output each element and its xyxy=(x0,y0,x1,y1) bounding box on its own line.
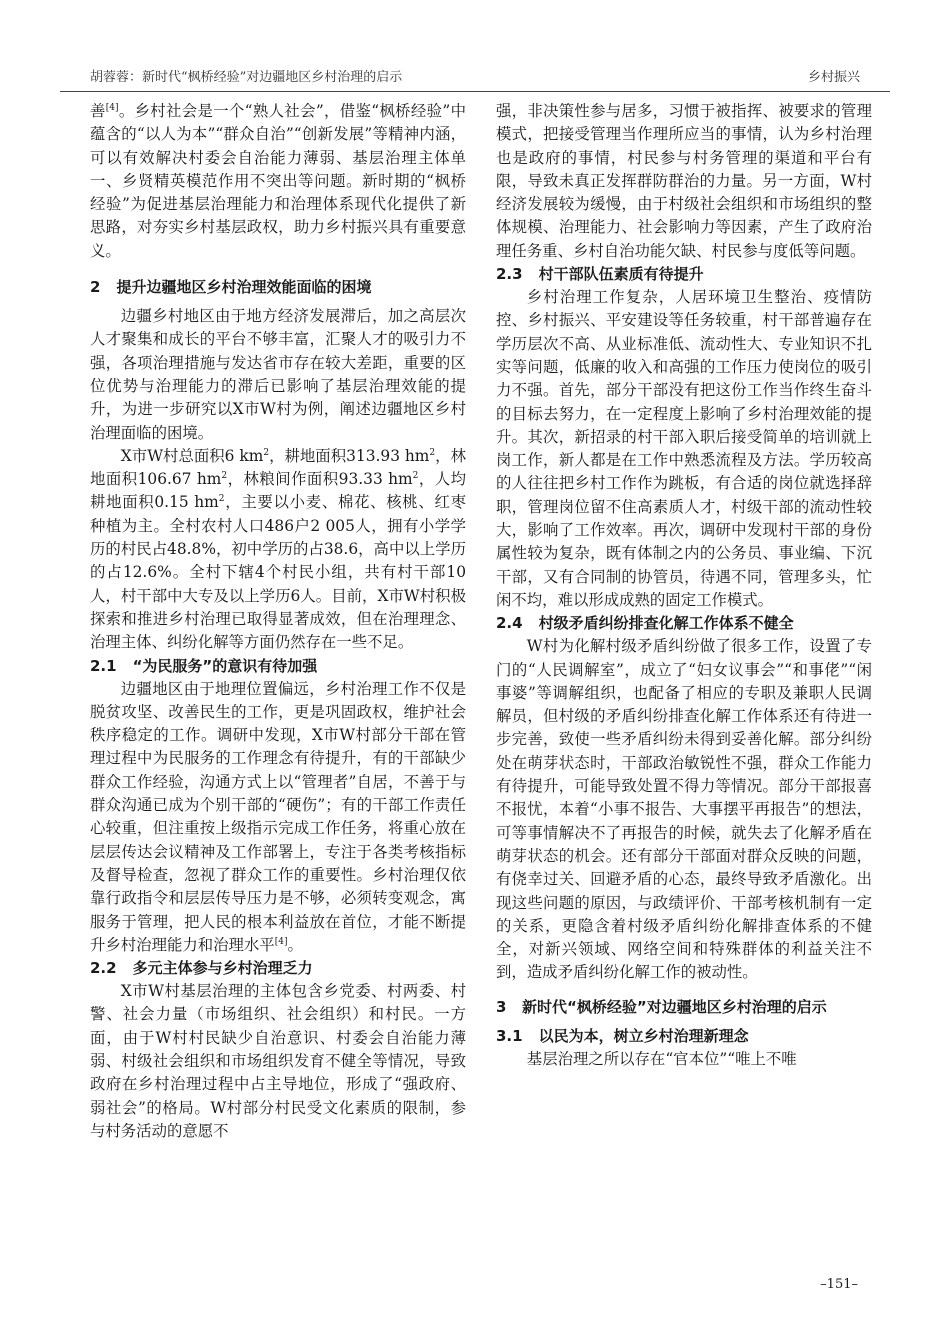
section-3-heading xyxy=(496,995,872,1019)
citation-ref: [4] xyxy=(105,103,119,113)
paragraph: 乡村治理工作复杂，人居环境卫生整治、疫情防控、乡村振兴、平安建设等任务较重，村干部普遍存在学历层次不高、从业标准低、流动性大、专业知识不扎实等问题，低廉的收入和高强的工作压力使岗位的吸引力不强。首先，部分干部没有把这份工作当作终生奋斗的目标去努力，在一定程度上影响了乡村治理效能的提升。其次，新招录的村干部入职后接受简单的培训就上岗工作，新人都是在工作中熟悉流程及方法。学历较高的人往往把乡村工作作为跳板，有合适的岗位就选择辞职，管理岗位留不住高素质人才，村级干部的流动性较大，影响了工作效率。再次，调研中发现村干部的身份属性较为复杂，既有体制之内的公务员、事业编、下沉干部，又有合同制的协管员，待遇不同，管理多头，忙闲不均，难以形成成熟的固定工作模式。 xyxy=(496,288,872,609)
section-title: 新时代“枫桥经验”对边疆地区乡村治理的启示 xyxy=(522,997,827,1016)
paragraph: W村为化解村级矛盾纠纷做了很多工作，设置了专门的“人民调解室”，成立了“妇女议事会”“和事佬”“闲事婆”等调解组织，也配备了相应的专职及兼职人民调解员，但村级的矛盾纠纷排查化解工作体系还有待进一步完善，致使一些矛盾纠纷未得到妥善化解。部分纠纷处在萌芽状态时，干部政治敏锐性不强，群众工作能力有待提升，可能导致处置不得力等情况。部分干部报喜不报忧，本着“小事不报告、大事摆平再报告”的想法，可等事情解决不了再报告的时候，就失去了化解矛盾在萌芽状态的机会。还有部分干部面对群众反映的问题，有侥幸过关、回避矛盾的心态，最终导致矛盾激化。出现这些问题的原因，与政绩评价、干部考核机制有一定的关系，更隐含着村级矛盾纠纷化解排查体系的不健全，对新兴领域、网络空间和特殊群体的利益关注不到，造成矛盾纠纷化解工作的被动性。 xyxy=(496,637,872,982)
right-column xyxy=(496,100,872,1071)
section-number: 2.1 xyxy=(90,656,117,675)
running-header xyxy=(60,66,890,88)
page-number: –151– xyxy=(820,1277,858,1292)
section-number: 2.4 xyxy=(496,614,523,633)
section-number: 3 xyxy=(496,997,507,1016)
section-title: 以民为本，树立乡村治理新理念 xyxy=(538,1026,749,1045)
section-2-1-heading xyxy=(90,655,466,678)
section-number: 2.3 xyxy=(496,265,523,284)
section-title: 村级矛盾纠纷排查化解工作体系不健全 xyxy=(538,614,794,633)
paragraph: 边疆乡村地区由于地方经济发展滞后，加之高层次人才聚集和成长的平台不够丰富，汇聚人才的吸引力不强，各项治理措施与发达省市存在较大差距，重要的区位优势与治理能力的滞后已影响了基层治理效能的提升，为进一步研究以X市W村为例，阐述边疆地区乡村治理面临的困境。 xyxy=(90,307,466,442)
section-number: 3.1 xyxy=(496,1026,523,1045)
section-title: “为民服务”的意识有待加强 xyxy=(132,656,318,675)
citation-ref: [4] xyxy=(274,936,288,947)
section-number: 2 xyxy=(90,278,101,297)
section-3-1-heading xyxy=(496,1025,872,1048)
section-2-heading xyxy=(90,275,466,299)
section-number: 2.2 xyxy=(90,959,117,978)
header-section-name: 乡村振兴 xyxy=(807,70,860,85)
header-divider xyxy=(60,91,890,92)
section-2-3-heading xyxy=(496,263,872,286)
paragraph: 基层治理之所以存在“官本位”“唯上不唯 xyxy=(526,1049,797,1068)
intro-paragraph: 善[4]。乡村社会是一个“熟人社会”，借鉴“枫桥经验”中蕴含的“以人为本”“群众自治”“创新发展”等精神内涵，可以有效解决村委会自治能力薄弱、基层治理主体单一、乡贤精英模范作用不突出等问题。新时期的“枫桥经验”为促进基层治理能力和治理体系现代化提供了新思路，对夯实乡村基层政权，助力乡村振兴具有重要意义。 xyxy=(90,102,466,260)
section-title: 提升边疆地区乡村治理效能面临的困境 xyxy=(116,278,372,297)
left-column xyxy=(90,100,466,1143)
header-article-title: 胡蓉蓉：新时代“枫桥经验”对边疆地区乡村治理的启示 xyxy=(90,70,403,85)
paragraph-continued: 强，非决策性参与居多，习惯于被指挥、被要求的管理模式，把接受管理当作理所应当的事情，认为乡村治理也是政府的事情，村民参与村务管理的渠道和平台有限，导致未真正发挥群防群治的力量。另一方面，W村经济发展较为缓慢，由于村级社会组织和市场组织的整体规模、治理能力、社会影响力等因素，产生了政府治理任务重、乡村自治功能欠缺、村民参与度低等问题。 xyxy=(496,102,872,260)
section-title: 村干部队伍素质有待提升 xyxy=(538,265,704,284)
section-title: 多元主体参与乡村治理乏力 xyxy=(132,959,313,978)
village-stats-paragraph: X市W村总面积6 $km^2$，耕地面积313.93 $hm^2$，林地面积106.67 $hm^2$，林粮间作面积93.33 $hm^2$，人均耕地面积0.15 $hm^2$，主要以小麦、棉花、核桃、红枣种植为主。全村农村人口486户2 005人，拥有小学学历的村民占48.8%，初中学历的占38.6，高中以上学历的占12.6%。全村下辖4个村民小组，共有村干部10人，村干部中大专及以上学历6人。目前，X市W村积极探索和推进乡村治理已取得显著成效，但在治理理念、治理主体、纠纷化解等方面仍然存在一些不足。 xyxy=(90,446,466,652)
paragraph: X市W村基层治理的主体包含乡党委、村两委、村警、社会力量（市场组织、社会组织）和村民。一方面，由于W村村民缺少自治意识、村委会自治能力薄弱、村级社会组织和市场组织发育不健全等情况，导致政府在乡村治理过程中占主导地位，形成了“强政府、弱社会”的格局。W村部分村民受文化素质的限制，参与村务活动的意愿不 xyxy=(90,982,466,1140)
section-2-4-heading xyxy=(496,612,872,635)
section-2-2-heading xyxy=(90,957,466,980)
paragraph: 边疆地区由于地理位置偏远，乡村治理工作不仅是脱贫攻坚、改善民生的工作，更是巩固政权，维护社会秩序稳定的工作。调研中发现，X市W村部分干部在管理过程中为民服务的工作理念有待提升，有的干部缺少群众工作经验，沟通方式上以“管理者”自居，不善于与群众沟通已成为个别干部的“硬伤”；有的干部工作责任心较重，但注重按上级指示完成工作任务，将重心放在层层传达会议精神及工作部署上，专注于各类考核指标及督导检查，忽视了群众工作的重要性。乡村治理仅依靠行政指令和层层传导压力是不够，必须转变观念，寓服务于管理，把人民的根本利益放在首位，才能不断提升乡村治理能力和治理水平[4]。 xyxy=(90,679,466,954)
